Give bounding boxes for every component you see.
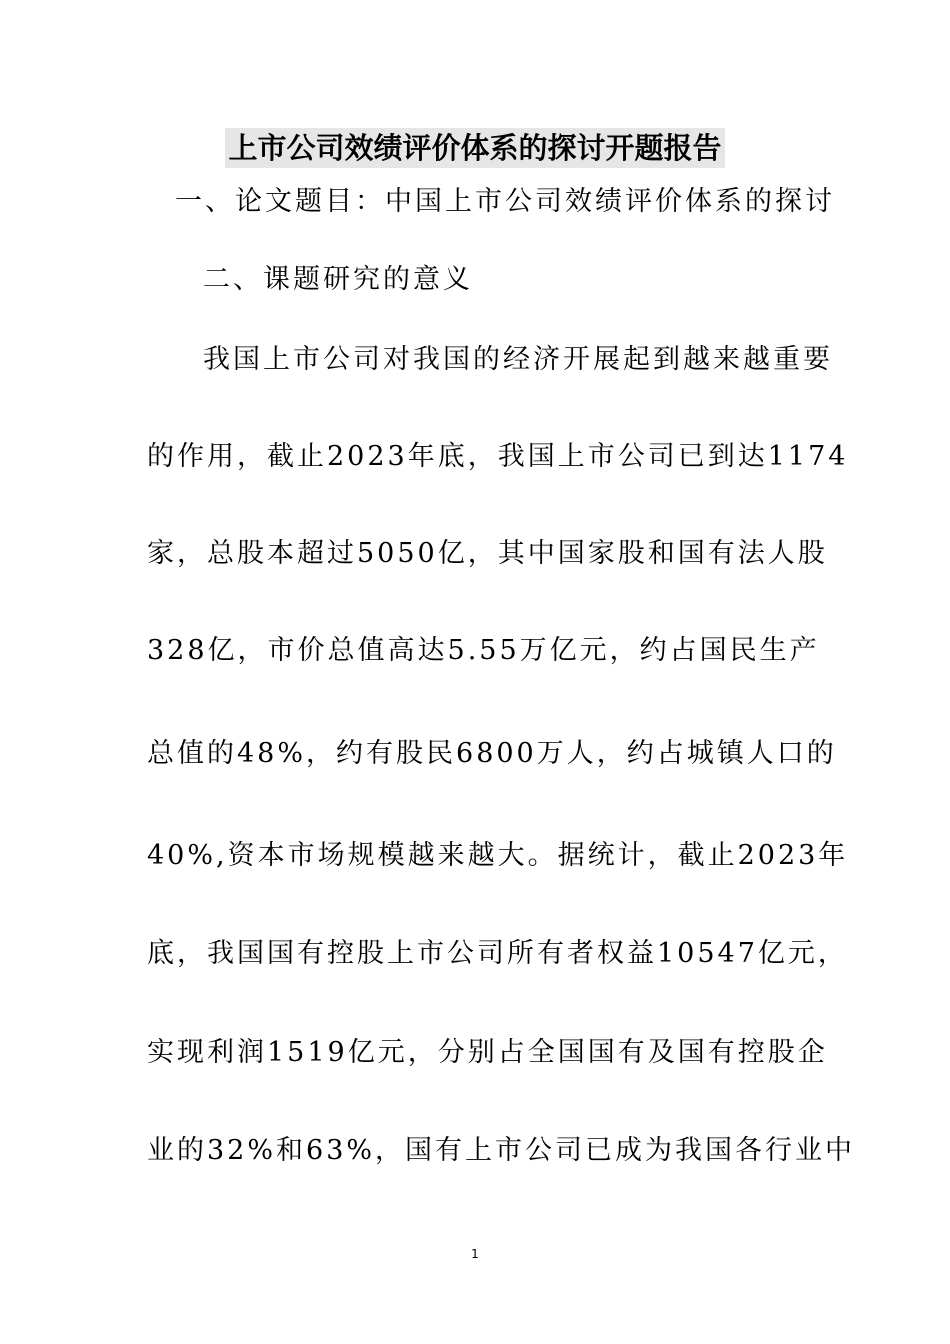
body-text-line: 的作用，截止2023年底，我国上市公司已到达1174 bbox=[147, 441, 849, 472]
body-text-line: 40%,资本市场规模越来越大。据统计，截止2023年 bbox=[147, 840, 849, 871]
section-heading-topic: 一、论文题目：中国上市公司效绩评价体系的探讨 bbox=[175, 186, 835, 217]
body-text-line: 实现利润1519亿元，分别占全国国有及国有控股企 bbox=[147, 1037, 828, 1068]
body-text-line: 底，我国国有控股上市公司所有者权益10547亿元， bbox=[147, 938, 848, 969]
body-text-line: 总值的48%，约有股民6800万人，约占城镇人口的 bbox=[147, 738, 837, 769]
body-text-line: 我国上市公司对我国的经济开展起到越来越重要 bbox=[203, 344, 833, 375]
page-number: 1 bbox=[471, 1247, 479, 1261]
body-text-line: 业的32%和63%，国有上市公司已成为我国各行业中 bbox=[147, 1135, 856, 1166]
document-title: 上市公司效绩评价体系的探讨开题报告 bbox=[225, 128, 724, 168]
section-heading-significance: 二、课题研究的意义 bbox=[203, 264, 473, 295]
body-text-line: 家，总股本超过5050亿，其中国家股和国有法人股 bbox=[147, 538, 828, 569]
body-text-line: 328亿，市价总值高达5.55万亿元，约占国民生产 bbox=[147, 635, 820, 666]
title-container bbox=[0, 128, 950, 168]
